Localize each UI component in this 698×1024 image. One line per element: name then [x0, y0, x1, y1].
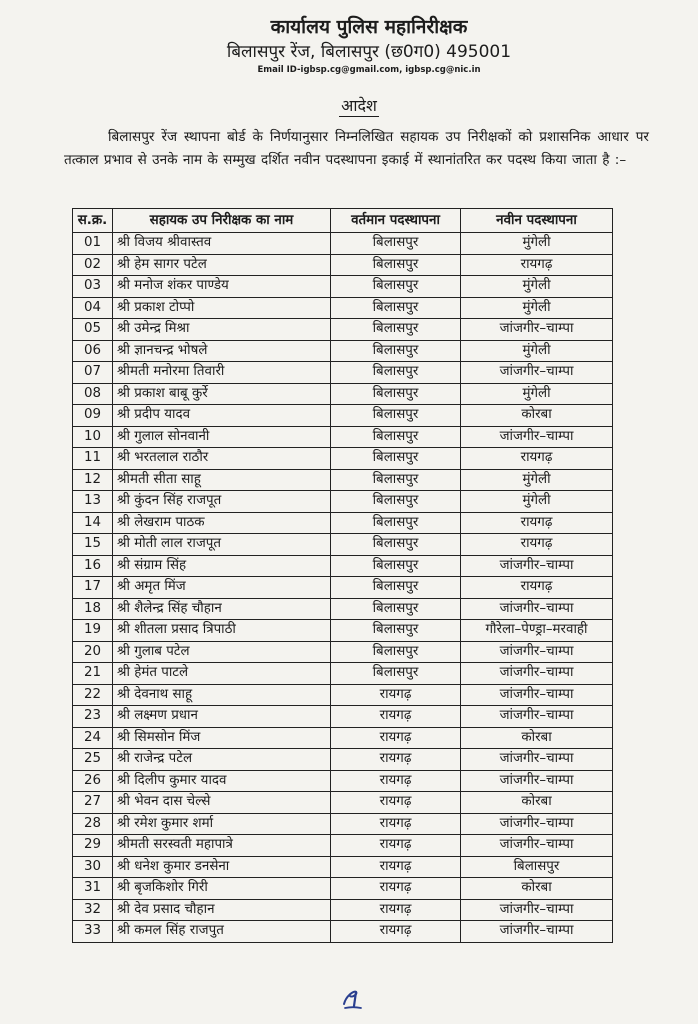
row-new-posting: जांजगीर–चाम्पा — [461, 555, 613, 577]
row-current-posting: बिलासपुर — [331, 512, 461, 534]
order-body-text: बिलासपुर रेंज स्थापना बोर्ड के निर्णयानुसार निम्नलिखित सहायक उप निरीक्षकों को प्रशासनिक आधार पर तत्काल प्रभाव से उनके नाम के सम्मुख दर्शित नवीन पदस्थापना इकाई में स्थानांतरित कर पदस्थ किया जाता है :– — [64, 129, 649, 168]
row-name: श्री लेखराम पाठक — [113, 512, 331, 534]
row-name: श्री प्रकाश टोप्पो — [113, 297, 331, 319]
row-current-posting: बिलासपुर — [331, 426, 461, 448]
row-sno: 16 — [73, 555, 113, 577]
table-row — [73, 469, 613, 491]
table-row — [73, 534, 613, 556]
table-row — [73, 856, 613, 878]
transfer-table — [72, 208, 613, 943]
row-name: श्री भरतलाल राठौर — [113, 448, 331, 470]
row-sno: 10 — [73, 426, 113, 448]
row-name: श्री कुंदन सिंह राजपूत — [113, 491, 331, 513]
row-name: श्री उमेन्द्र मिश्रा — [113, 319, 331, 341]
header-sno: स.क्र. — [73, 209, 113, 233]
row-name: श्री विजय श्रीवास्तव — [113, 233, 331, 255]
row-new-posting: मुंगेली — [461, 276, 613, 298]
row-name: श्री प्रकाश बाबू कुर्रे — [113, 383, 331, 405]
row-new-posting: जांजगीर–चाम्पा — [461, 921, 613, 943]
row-new-posting: जांजगीर–चाम्पा — [461, 749, 613, 771]
row-new-posting: जांजगीर–चाम्पा — [461, 899, 613, 921]
row-current-posting: रायगढ़ — [331, 899, 461, 921]
row-new-posting: जांजगीर–चाम्पा — [461, 663, 613, 685]
row-name: श्री भेवन दास चेल्से — [113, 792, 331, 814]
letterhead — [0, 14, 698, 76]
row-name: श्री मोती लाल राजपूत — [113, 534, 331, 556]
office-title: कार्यालय पुलिस महानिरीक्षक — [270, 16, 468, 38]
row-current-posting: रायगढ़ — [331, 749, 461, 771]
order-heading — [0, 96, 698, 116]
table-row — [73, 598, 613, 620]
row-new-posting: मुंगेली — [461, 233, 613, 255]
row-current-posting: बिलासपुर — [331, 491, 461, 513]
row-new-posting: जांजगीर–चाम्पा — [461, 641, 613, 663]
table-row — [73, 727, 613, 749]
row-current-posting: बिलासपुर — [331, 448, 461, 470]
row-sno: 04 — [73, 297, 113, 319]
row-sno: 01 — [73, 233, 113, 255]
row-current-posting: बिलासपुर — [331, 233, 461, 255]
row-current-posting: बिलासपुर — [331, 383, 461, 405]
row-new-posting: रायगढ़ — [461, 512, 613, 534]
row-new-posting: जांजगीर–चाम्पा — [461, 835, 613, 857]
row-sno: 22 — [73, 684, 113, 706]
order-title: आदेश — [341, 96, 377, 115]
row-sno: 21 — [73, 663, 113, 685]
table-row — [73, 663, 613, 685]
row-sno: 07 — [73, 362, 113, 384]
row-name: श्री लक्ष्मण प्रधान — [113, 706, 331, 728]
table-row — [73, 426, 613, 448]
table-row — [73, 254, 613, 276]
row-current-posting: रायगढ़ — [331, 813, 461, 835]
table-row — [73, 448, 613, 470]
row-sno: 33 — [73, 921, 113, 943]
row-sno: 32 — [73, 899, 113, 921]
header-new-posting: नवीन पदस्थापना — [461, 209, 613, 233]
row-sno: 17 — [73, 577, 113, 599]
row-current-posting: रायगढ़ — [331, 921, 461, 943]
row-name: श्री मनोज शंकर पाण्डेय — [113, 276, 331, 298]
row-new-posting: मुंगेली — [461, 469, 613, 491]
row-new-posting: रायगढ़ — [461, 534, 613, 556]
row-sno: 30 — [73, 856, 113, 878]
row-new-posting: मुंगेली — [461, 340, 613, 362]
row-current-posting: बिलासपुर — [331, 555, 461, 577]
table-body — [73, 233, 613, 943]
table-row — [73, 319, 613, 341]
row-new-posting: कोरबा — [461, 405, 613, 427]
table-row — [73, 706, 613, 728]
row-name: श्री गुलाल सोनवानी — [113, 426, 331, 448]
row-current-posting: बिलासपुर — [331, 405, 461, 427]
row-name: श्री कमल सिंह राजपुत — [113, 921, 331, 943]
table-row — [73, 770, 613, 792]
row-current-posting: रायगढ़ — [331, 856, 461, 878]
row-name: श्रीमती सरस्वती महापात्रे — [113, 835, 331, 857]
row-name: श्री शैलेन्द्र सिंह चौहान — [113, 598, 331, 620]
row-name: श्री हेमंत पाटले — [113, 663, 331, 685]
row-new-posting: जांजगीर–चाम्पा — [461, 362, 613, 384]
row-current-posting: बिलासपुर — [331, 641, 461, 663]
row-name: श्री हेम सागर पटेल — [113, 254, 331, 276]
table-row — [73, 921, 613, 943]
table-row — [73, 383, 613, 405]
row-new-posting: कोरबा — [461, 727, 613, 749]
row-sno: 18 — [73, 598, 113, 620]
row-sno: 13 — [73, 491, 113, 513]
row-name: श्री संग्राम सिंह — [113, 555, 331, 577]
row-current-posting: बिलासपुर — [331, 254, 461, 276]
row-new-posting: रायगढ़ — [461, 254, 613, 276]
row-name: श्री शीतला प्रसाद त्रिपाठी — [113, 620, 331, 642]
row-current-posting: रायगढ़ — [331, 706, 461, 728]
row-name: श्री बृजकिशोर गिरी — [113, 878, 331, 900]
row-sno: 25 — [73, 749, 113, 771]
table-row — [73, 899, 613, 921]
row-name: श्रीमती सीता साहू — [113, 469, 331, 491]
row-name: श्री ज्ञानचन्द्र भोषले — [113, 340, 331, 362]
row-current-posting: बिलासपुर — [331, 340, 461, 362]
row-sno: 06 — [73, 340, 113, 362]
row-current-posting: रायगढ़ — [331, 792, 461, 814]
table-row — [73, 577, 613, 599]
row-new-posting: जांजगीर–चाम्पा — [461, 426, 613, 448]
office-address: बिलासपुर रेंज, बिलासपुर (छ0ग0) 495001 — [226, 42, 512, 62]
row-current-posting: रायगढ़ — [331, 835, 461, 857]
row-name: श्री राजेन्द्र पटेल — [113, 749, 331, 771]
row-current-posting: बिलासपुर — [331, 663, 461, 685]
row-sno: 23 — [73, 706, 113, 728]
row-name: श्री सिमसोन मिंज — [113, 727, 331, 749]
row-name: श्री दिलीप कुमार यादव — [113, 770, 331, 792]
header-name: सहायक उप निरीक्षक का नाम — [113, 209, 331, 233]
row-new-posting: रायगढ़ — [461, 448, 613, 470]
row-sno: 12 — [73, 469, 113, 491]
row-sno: 15 — [73, 534, 113, 556]
table-row — [73, 749, 613, 771]
table-row — [73, 405, 613, 427]
row-new-posting: जांजगीर–चाम्पा — [461, 684, 613, 706]
table-row — [73, 620, 613, 642]
row-current-posting: बिलासपुर — [331, 319, 461, 341]
row-sno: 19 — [73, 620, 113, 642]
row-current-posting: बिलासपुर — [331, 598, 461, 620]
row-name: श्री रमेश कुमार शर्मा — [113, 813, 331, 835]
row-current-posting: बिलासपुर — [331, 534, 461, 556]
row-sno: 05 — [73, 319, 113, 341]
row-current-posting: रायगढ़ — [331, 770, 461, 792]
row-current-posting: बिलासपुर — [331, 276, 461, 298]
row-sno: 14 — [73, 512, 113, 534]
row-new-posting: जांजगीर–चाम्पा — [461, 770, 613, 792]
row-current-posting: बिलासपुर — [331, 577, 461, 599]
row-name: श्री प्रदीप यादव — [113, 405, 331, 427]
row-name: श्रीमती मनोरमा तिवारी — [113, 362, 331, 384]
row-sno: 26 — [73, 770, 113, 792]
row-current-posting: बिलासपुर — [331, 469, 461, 491]
table-row — [73, 555, 613, 577]
table-row — [73, 684, 613, 706]
row-current-posting: बिलासपुर — [331, 362, 461, 384]
row-sno: 08 — [73, 383, 113, 405]
row-current-posting: रायगढ़ — [331, 727, 461, 749]
row-new-posting: कोरबा — [461, 792, 613, 814]
row-name: श्री धनेश कुमार डनसेना — [113, 856, 331, 878]
row-sno: 02 — [73, 254, 113, 276]
row-name: श्री देव प्रसाद चौहान — [113, 899, 331, 921]
header-current-posting: वर्तमान पदस्थापना — [331, 209, 461, 233]
office-email: Email ID-igbsp.cg@gmail.com, igbsp.cg@nic.in — [257, 65, 481, 75]
row-new-posting: गौरेला–पेण्ड्रा–मरवाही — [461, 620, 613, 642]
row-new-posting: मुंगेली — [461, 383, 613, 405]
table-row — [73, 276, 613, 298]
table-row — [73, 641, 613, 663]
row-name: श्री देवनाथ साहू — [113, 684, 331, 706]
table-row — [73, 878, 613, 900]
row-current-posting: बिलासपुर — [331, 620, 461, 642]
row-new-posting: जांजगीर–चाम्पा — [461, 598, 613, 620]
table-row — [73, 813, 613, 835]
row-current-posting: बिलासपुर — [331, 297, 461, 319]
row-sno: 29 — [73, 835, 113, 857]
row-current-posting: रायगढ़ — [331, 684, 461, 706]
row-new-posting: कोरबा — [461, 878, 613, 900]
handwritten-page-mark-icon — [336, 984, 366, 1014]
table-row — [73, 340, 613, 362]
row-sno: 03 — [73, 276, 113, 298]
row-name: श्री गुलाब पटेल — [113, 641, 331, 663]
row-sno: 28 — [73, 813, 113, 835]
row-sno: 09 — [73, 405, 113, 427]
row-new-posting: जांजगीर–चाम्पा — [461, 706, 613, 728]
row-new-posting: रायगढ़ — [461, 577, 613, 599]
table-row — [73, 792, 613, 814]
table-row — [73, 512, 613, 534]
row-sno: 31 — [73, 878, 113, 900]
row-sno: 27 — [73, 792, 113, 814]
row-current-posting: रायगढ़ — [331, 878, 461, 900]
row-sno: 11 — [73, 448, 113, 470]
row-sno: 20 — [73, 641, 113, 663]
row-new-posting: मुंगेली — [461, 491, 613, 513]
table-header-row — [73, 209, 613, 233]
row-name: श्री अमृत मिंज — [113, 577, 331, 599]
table-row — [73, 491, 613, 513]
table-row — [73, 297, 613, 319]
row-sno: 24 — [73, 727, 113, 749]
table-row — [73, 362, 613, 384]
row-new-posting: जांजगीर–चाम्पा — [461, 319, 613, 341]
row-new-posting: बिलासपुर — [461, 856, 613, 878]
table-row — [73, 835, 613, 857]
row-new-posting: मुंगेली — [461, 297, 613, 319]
table-row — [73, 233, 613, 255]
row-new-posting: जांजगीर–चाम्पा — [461, 813, 613, 835]
